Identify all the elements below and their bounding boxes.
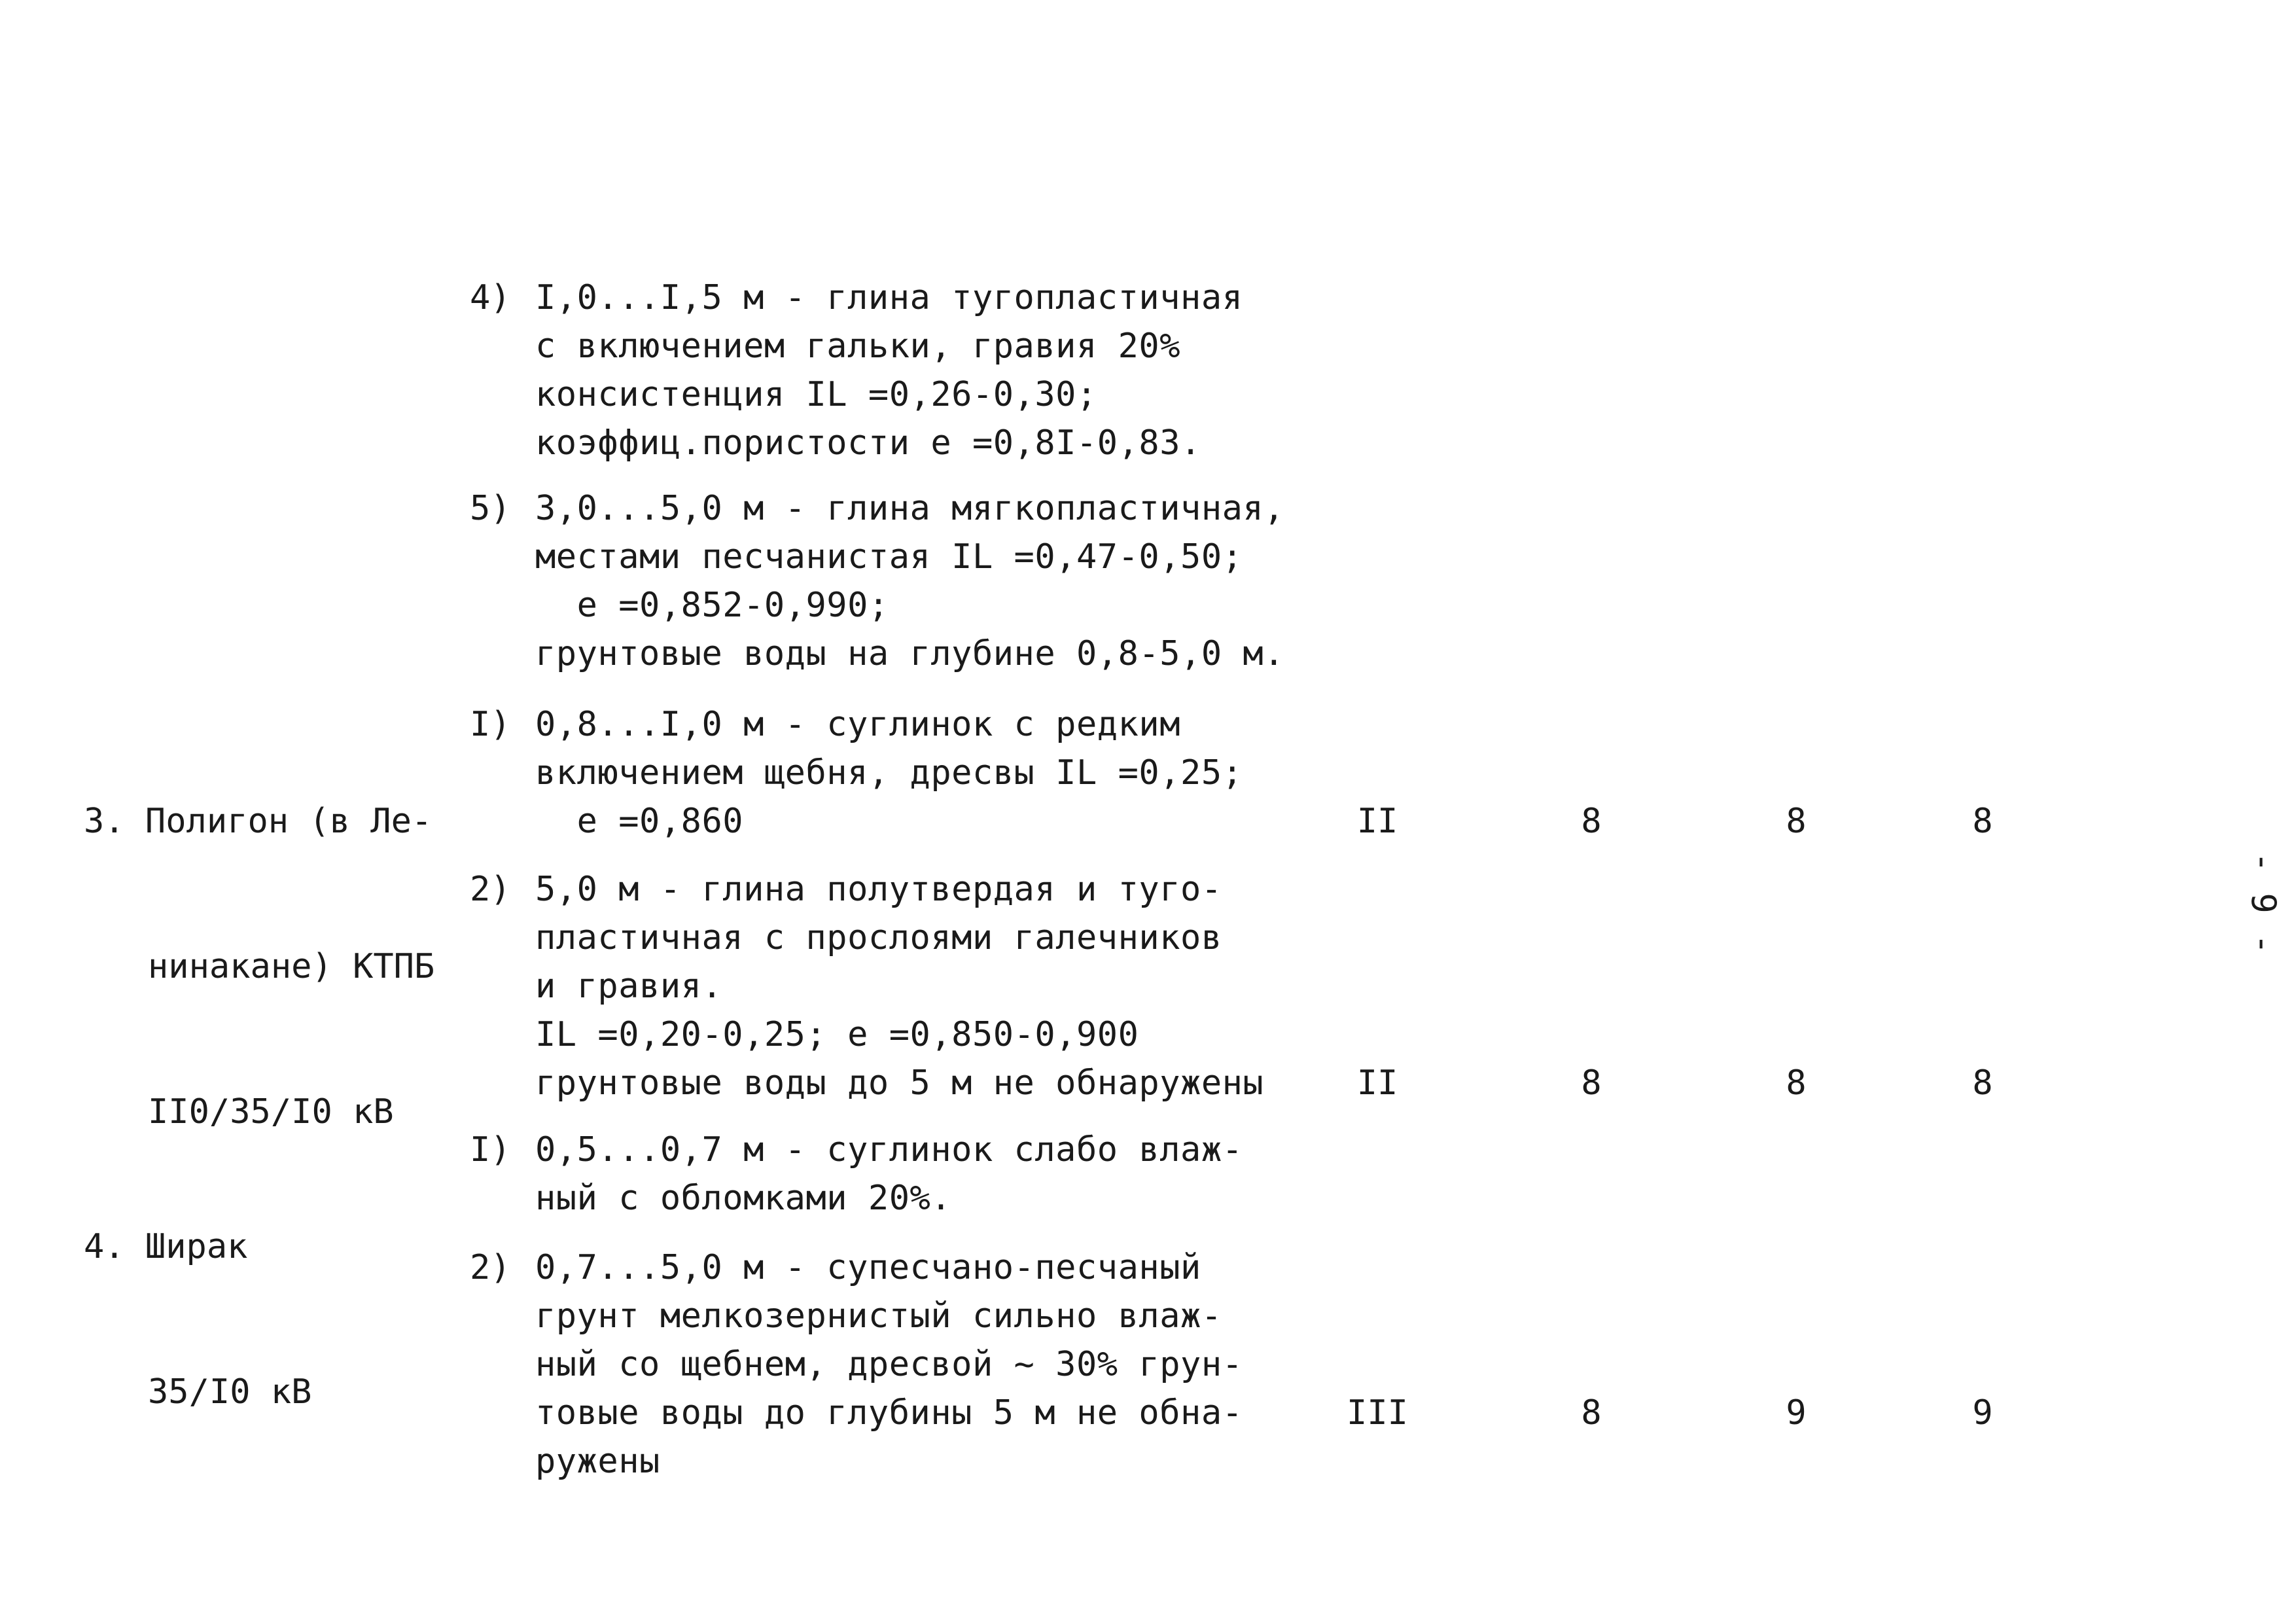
table-cell: 8 xyxy=(1972,802,1993,841)
table-cell: III xyxy=(1347,1393,1408,1433)
item-number: I) xyxy=(470,1130,511,1169)
table-cell: II xyxy=(1356,802,1398,841)
text-line: товые воды до глубины 5 м не обна- xyxy=(535,1393,1243,1433)
item-number: 2) xyxy=(470,1248,511,1287)
site-name-line: нинакане) КТПБ xyxy=(148,947,435,986)
text-line: ружены xyxy=(535,1442,660,1481)
text-line: 0,8...I,0 м - суглинок с редким xyxy=(535,705,1181,744)
text-line: грунтовые воды на глубине 0,8-5,0 м. xyxy=(535,634,1285,673)
text-line: IL =0,20-0,25; е =0,850-0,900 xyxy=(535,1015,1139,1054)
table-cell: 8 xyxy=(1581,1393,1602,1433)
table-cell: 8 xyxy=(1581,1063,1602,1103)
text-line: консистенция IL =0,26-0,30; xyxy=(535,375,1097,414)
text-line: 0,5...0,7 м - суглинок слабо влаж- xyxy=(535,1130,1243,1169)
text-line: 3,0...5,0 м - глина мягкопластичная, xyxy=(535,489,1285,528)
table-cell: 8 xyxy=(1786,1063,1807,1103)
site-name xyxy=(84,1126,311,1513)
table-cell: 9 xyxy=(1786,1393,1807,1433)
text-line: ный с обломками 20%. xyxy=(535,1179,952,1218)
text-line: с включением гальки, гравия 20% xyxy=(535,327,1181,366)
item-number: I) xyxy=(470,705,511,744)
item-number: 5) xyxy=(470,489,511,528)
text-line: коэффиц.пористости е =0,8I-0,83. xyxy=(535,423,1201,463)
site-name-line: II0/35/I0 кВ xyxy=(148,1092,394,1132)
site-name-line: 4. Ширак xyxy=(84,1227,248,1266)
text-line: грунт мелкозернистый сильно влаж- xyxy=(535,1296,1222,1336)
text-line: местами песчанистая IL =0,47-0,50; xyxy=(535,537,1243,577)
text-line: включением щебня, дресвы IL =0,25; xyxy=(535,753,1243,793)
text-line: е =0,860 xyxy=(535,802,744,841)
text-line: грунтовые воды до 5 м не обнаружены xyxy=(535,1063,1264,1103)
site-name-line: 35/I0 кВ xyxy=(148,1372,312,1412)
table-cell: 8 xyxy=(1972,1063,1993,1103)
text-line: и гравия. xyxy=(535,967,723,1006)
text-line: 5,0 м - глина полутвердая и туго- xyxy=(535,870,1222,909)
text-line: 0,7...5,0 м - супесчано-песчаный xyxy=(535,1248,1201,1287)
table-cell: 8 xyxy=(1786,802,1807,841)
item-number: 2) xyxy=(470,870,511,909)
text-line: ный со щебнем, дресвой ~ 30% грун- xyxy=(535,1345,1243,1384)
text-line: пластичная с прослоями галечников xyxy=(535,918,1222,957)
page-number: - 9 - xyxy=(2243,851,2283,955)
site-name-line: 3. Полигон (в Ле- xyxy=(84,802,433,841)
item-number: 4) xyxy=(470,278,511,317)
table-cell: II xyxy=(1356,1063,1398,1103)
table-cell: 8 xyxy=(1581,802,1602,841)
text-line: I,0...I,5 м - глина тугопластичная xyxy=(535,278,1243,317)
table-cell: 9 xyxy=(1972,1393,1993,1433)
text-line: е =0,852-0,990; xyxy=(535,586,889,625)
